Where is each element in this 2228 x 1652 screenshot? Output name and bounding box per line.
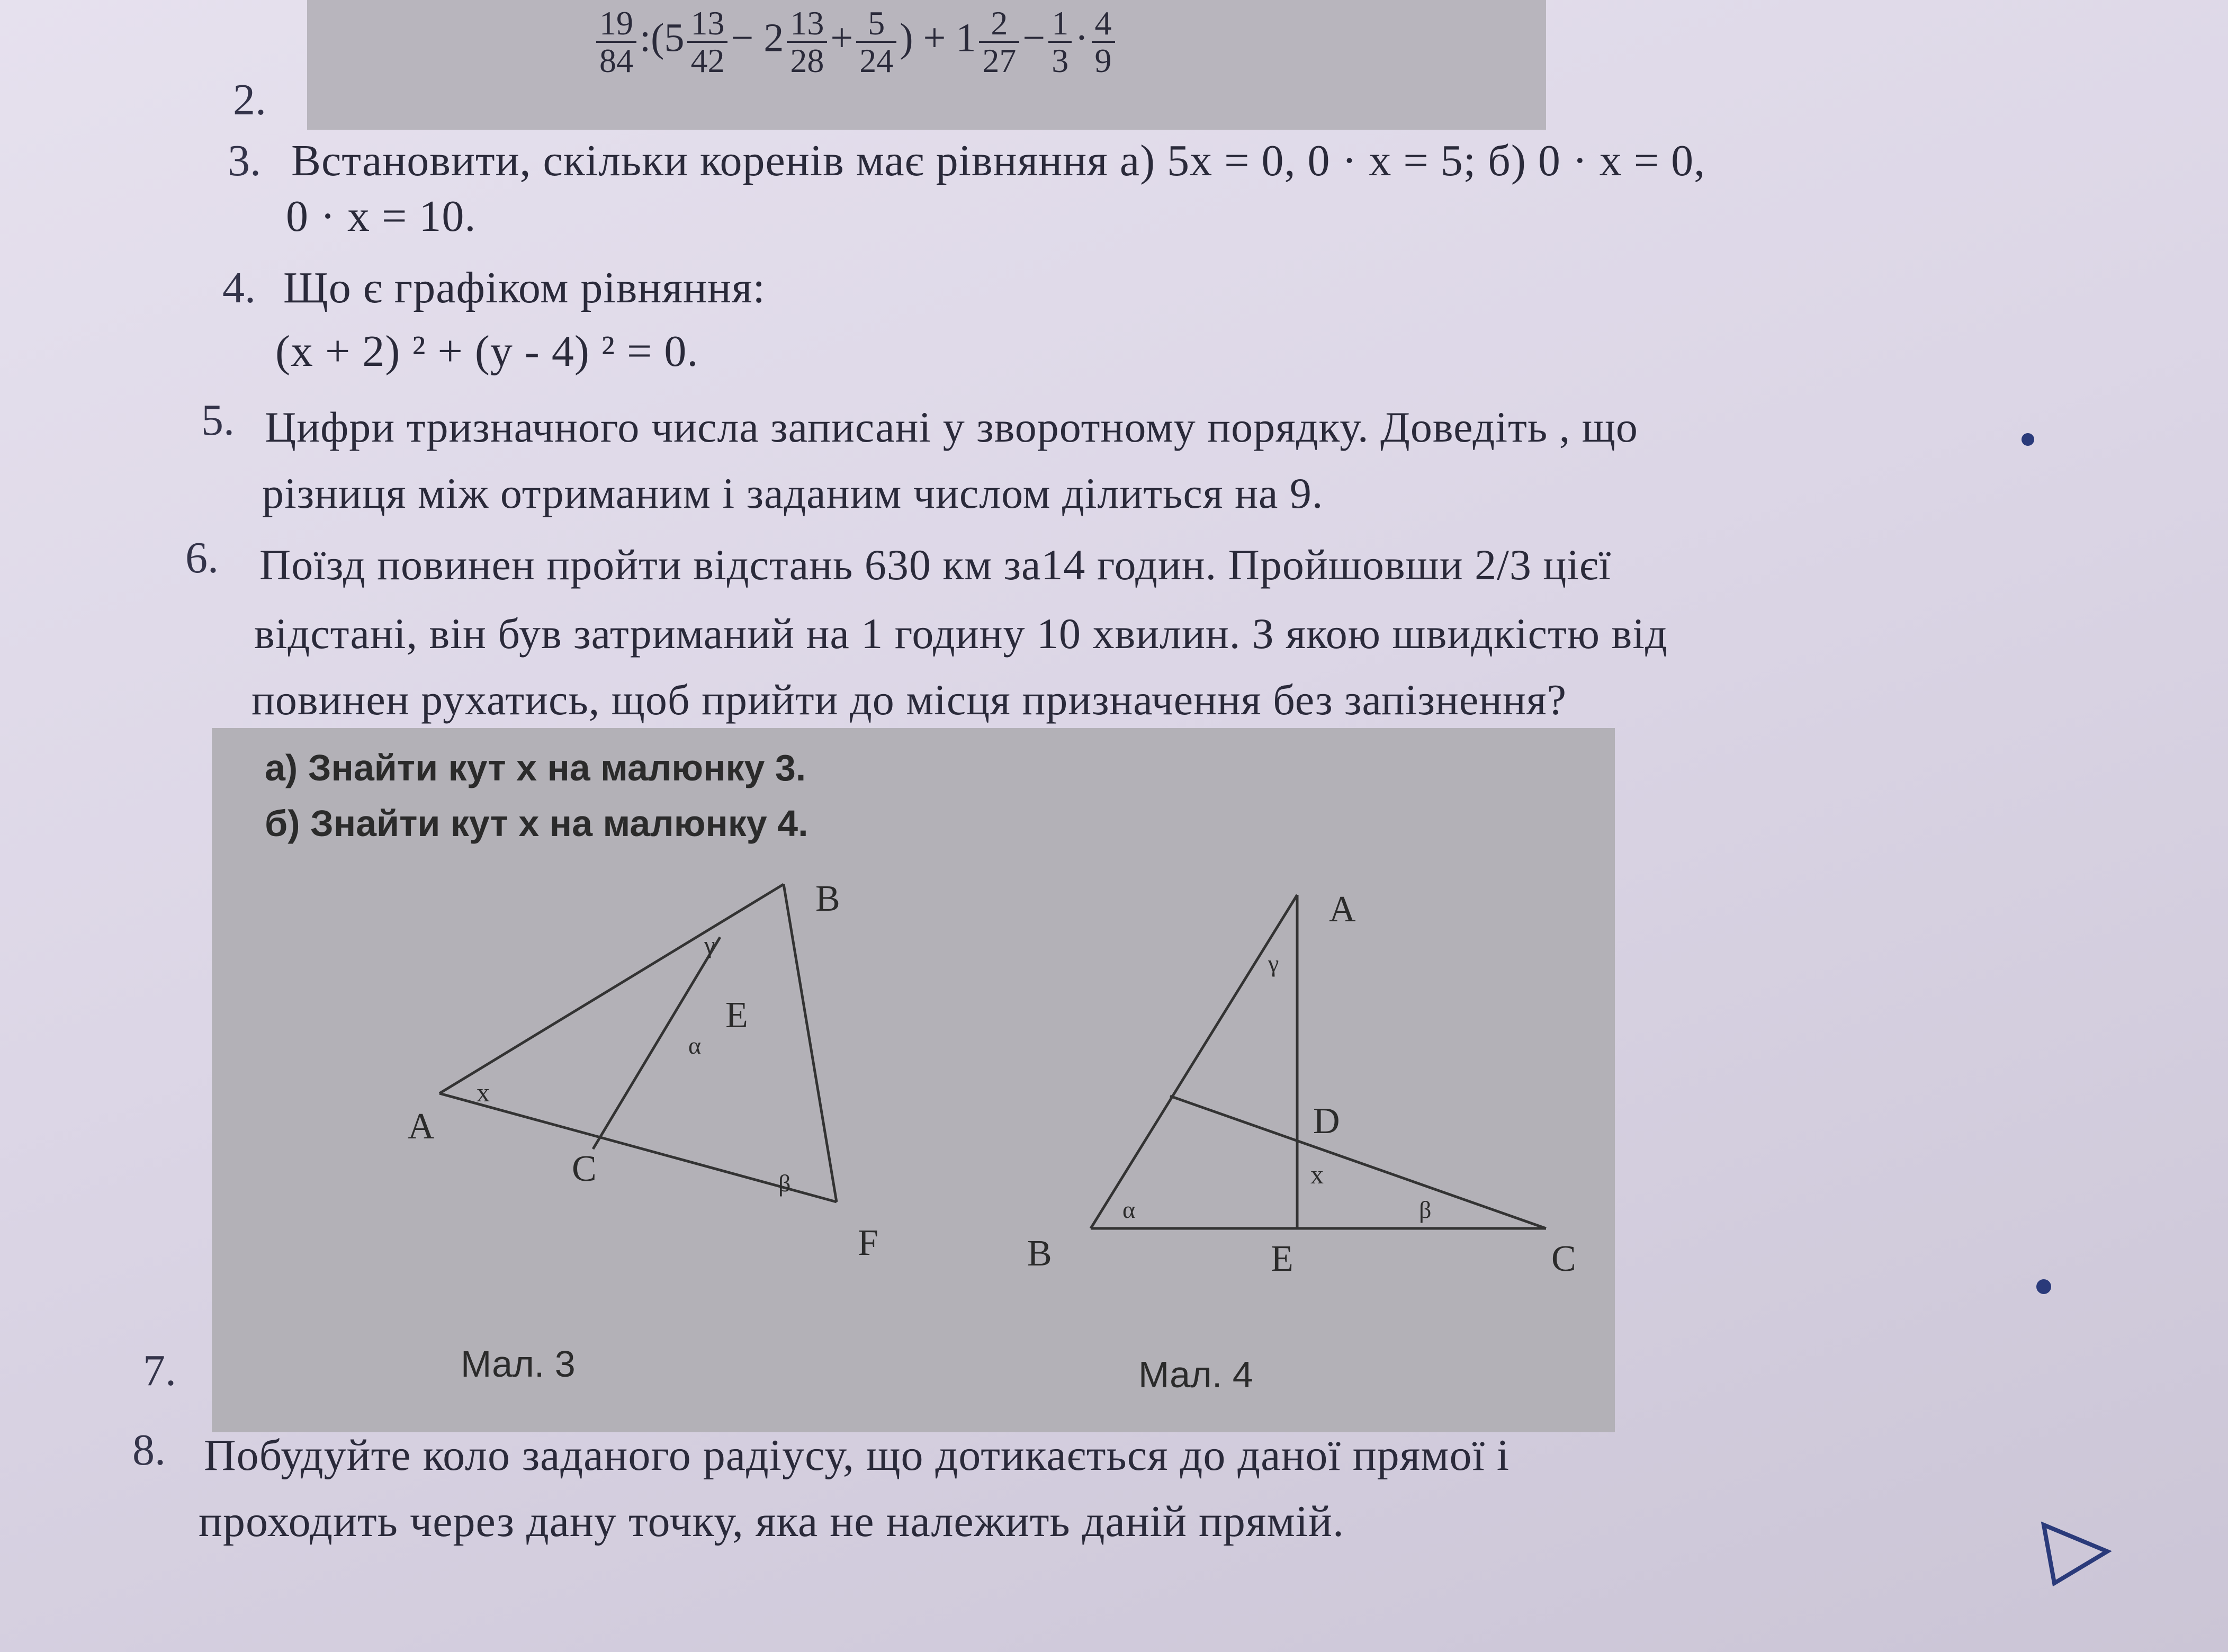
pen-marks bbox=[2024, 435, 2107, 1583]
problem-8-line-1: Побудуйте коло заданого радіусу, що дотикається до даної прямої і bbox=[204, 1431, 1510, 1480]
ink-dot bbox=[2038, 1281, 2049, 1292]
problem-3-line-1: Встановити, скільки коренів має рівняння а) 5x = 0, 0 · x = 5; б) 0 · x = 0, bbox=[291, 136, 1706, 185]
problem-6-line-3: повинен рухатись, щоб прийти до місця призначення без запізнення? bbox=[251, 676, 1567, 724]
fig4-label-alpha: α bbox=[1122, 1196, 1136, 1223]
fig4-label-C: C bbox=[1551, 1238, 1576, 1279]
problem-5-number: 5. bbox=[201, 396, 235, 445]
fig4-label-beta: β bbox=[1419, 1196, 1432, 1223]
problem-7-task-b: б) Знайти кут x на малюнку 4. bbox=[265, 803, 808, 844]
fig3-label-E: E bbox=[725, 995, 748, 1036]
fig3-caption: Мал. 3 bbox=[461, 1343, 576, 1385]
fraction: $\frac{4}{9}$ bbox=[1092, 5, 1115, 78]
fig4-label-A: A bbox=[1329, 889, 1356, 930]
problem-4-line-2: (x + 2) ² + (y - 4) ² = 0. bbox=[275, 327, 699, 376]
fig4-label-E: E bbox=[1271, 1238, 1293, 1279]
fig3-label-gamma: γ bbox=[704, 931, 715, 958]
fig4-label-D: D bbox=[1313, 1101, 1340, 1142]
problem-7-number: 7. bbox=[143, 1346, 176, 1395]
fig4-caption: Мал. 4 bbox=[1138, 1354, 1253, 1395]
problem-2-number: 2. bbox=[233, 75, 266, 124]
fig3-label-B: B bbox=[815, 878, 840, 919]
fraction: $\frac{2}{27}$ bbox=[979, 5, 1019, 78]
figure-3 bbox=[439, 884, 837, 1202]
fig4-segment-BA bbox=[1091, 895, 1297, 1228]
problem-4-number: 4. bbox=[222, 263, 256, 312]
fig3-label-beta: β bbox=[778, 1170, 791, 1197]
fig4-label-gamma: γ bbox=[1268, 950, 1279, 977]
problem-3-number: 3. bbox=[228, 136, 261, 185]
problem-4-line-1: Що є графіком рівняння: bbox=[283, 263, 766, 312]
fig3-label-alpha: α bbox=[688, 1032, 702, 1059]
triangle-doodle bbox=[2044, 1525, 2107, 1583]
fig3-label-F: F bbox=[858, 1223, 878, 1263]
fig3-label-C: C bbox=[572, 1148, 597, 1189]
fig4-label-B: B bbox=[1027, 1233, 1052, 1274]
problem-6-line-1: Поїзд повинен пройти відстань 630 км за14 годин. Пройшовши 2/3 цієї bbox=[259, 541, 1612, 589]
problem-8-line-2: проходить через дану точку, яка не належить даній прямій. bbox=[199, 1497, 1345, 1546]
fig3-segment-AB bbox=[439, 884, 784, 1093]
fig4-label-x: x bbox=[1310, 1160, 1324, 1189]
fraction: $\frac{13}{42}$ bbox=[687, 5, 727, 78]
fraction: $\frac{5}{24}$ bbox=[856, 5, 896, 78]
problem-5-line-1: Цифри тризначного числа записані у зворотному порядку. Доведіть , що bbox=[265, 403, 1638, 451]
fraction: $\frac{19}{84}$ bbox=[596, 5, 636, 78]
problem-8-number: 8. bbox=[132, 1425, 166, 1475]
fig4-segment-DC bbox=[1170, 1096, 1546, 1228]
fig3-label-A: A bbox=[408, 1106, 435, 1147]
problem-7-task-a: а) Знайти кут x на малюнку 3. bbox=[265, 747, 806, 788]
fraction: $\frac{1}{3}$ bbox=[1048, 5, 1072, 78]
figure-3-labels bbox=[408, 878, 878, 1385]
problem-6-line-2: відстані, він був затриманий на 1 годину 10 хвилин. З якою швидкістю від bbox=[254, 609, 1668, 658]
problem-2-expression: $\frac{19}{84}$ :(5 $\frac{13}{42}$ − 2 $\frac{13}{28}$ + $\frac{5}{24}$ ) + 1 $\frac{2}{27}$ − $\frac{1}{3}$ · $\frac{4}{9}$ bbox=[593, 5, 1118, 78]
problem-3-line-2: 0 · x = 10. bbox=[286, 192, 477, 241]
problem-6-number: 6. bbox=[185, 533, 219, 582]
fraction: $\frac{13}{28}$ bbox=[787, 5, 827, 78]
fig3-segment-AF bbox=[439, 1093, 837, 1202]
problem-5-line-2: різниця між отриманим і заданим числом ділиться на 9. bbox=[262, 469, 1324, 517]
fig3-label-x: x bbox=[477, 1078, 490, 1107]
ink-dot bbox=[2024, 435, 2032, 444]
fig3-segment-BF bbox=[784, 884, 837, 1202]
